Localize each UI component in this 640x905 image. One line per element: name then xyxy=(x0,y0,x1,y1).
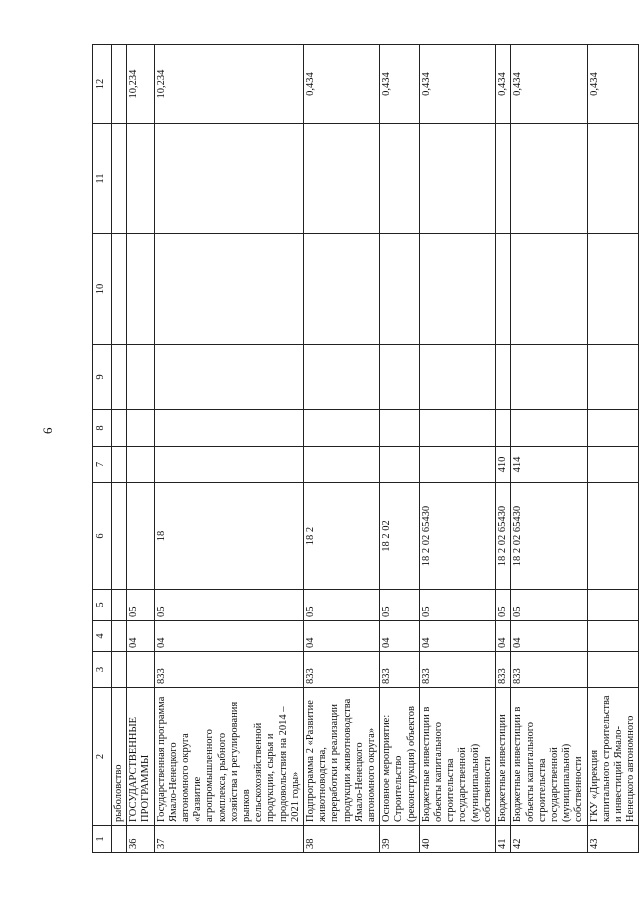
cell-col9 xyxy=(587,345,639,410)
cell-col10 xyxy=(380,234,420,345)
header-row xyxy=(93,45,112,853)
cell-col3: 833 xyxy=(419,652,495,688)
cell-col7 xyxy=(419,447,495,483)
cell-col6: 18 2 02 65430 xyxy=(419,483,495,590)
cell-col4: 04 xyxy=(304,621,380,652)
cell-col4: 04 xyxy=(127,621,154,652)
cell-col12: 0,434 xyxy=(587,45,639,124)
cell-col6 xyxy=(112,483,127,590)
cell-col7 xyxy=(587,447,639,483)
cell-col6: 18 2 02 65430 xyxy=(496,483,511,590)
col-header-9: 9 xyxy=(93,345,112,410)
cell-col9 xyxy=(154,345,303,410)
cell-col9 xyxy=(112,345,127,410)
cell-num: 40 xyxy=(419,826,495,853)
cell-col11 xyxy=(419,124,495,234)
cell-col3: 833 xyxy=(511,652,587,688)
cell-col9 xyxy=(304,345,380,410)
cell-col9 xyxy=(419,345,495,410)
cell-col4: 04 xyxy=(511,621,587,652)
cell-col9 xyxy=(380,345,420,410)
cell-col8 xyxy=(587,410,639,447)
cell-col12: 0,434 xyxy=(496,45,511,124)
table-row xyxy=(304,45,380,853)
table-row xyxy=(154,45,303,853)
cell-col9 xyxy=(127,345,154,410)
cell-name: Подпрограмма 2 «Развитие животноводства, переработки и реализации продукции животноводства Ямало-Ненецкого автономного округа» xyxy=(304,688,380,826)
cell-col3: 833 xyxy=(304,652,380,688)
cell-col12: 10,234 xyxy=(127,45,154,124)
cell-name: Основное мероприятие: Строительство (реконструкция) объектов xyxy=(380,688,420,826)
cell-num: 37 xyxy=(154,826,303,853)
col-header-1: 1 xyxy=(93,826,112,853)
rotated-page xyxy=(92,45,637,853)
cell-num: 39 xyxy=(380,826,420,853)
cell-col10 xyxy=(419,234,495,345)
col-header-2: 2 xyxy=(93,688,112,826)
col-header-6: 6 xyxy=(93,483,112,590)
cell-col10 xyxy=(587,234,639,345)
cell-col12: 0,434 xyxy=(304,45,380,124)
col-header-7: 7 xyxy=(93,447,112,483)
cell-col11 xyxy=(511,124,587,234)
table-row xyxy=(112,45,127,853)
cell-col4: 04 xyxy=(380,621,420,652)
cell-col7: 410 xyxy=(496,447,511,483)
cell-col11 xyxy=(304,124,380,234)
cell-col3: 833 xyxy=(380,652,420,688)
cell-num: 36 xyxy=(127,826,154,853)
cell-col4: 04 xyxy=(496,621,511,652)
cell-col5: 05 xyxy=(304,590,380,621)
cell-col5 xyxy=(587,590,639,621)
cell-col5: 05 xyxy=(154,590,303,621)
cell-col5: 05 xyxy=(380,590,420,621)
cell-col8 xyxy=(511,410,587,447)
cell-col8 xyxy=(304,410,380,447)
table-row xyxy=(127,45,154,853)
cell-col10 xyxy=(496,234,511,345)
cell-num xyxy=(112,826,127,853)
cell-col6: 18 2 xyxy=(304,483,380,590)
cell-col6: 18 2 02 65430 xyxy=(511,483,587,590)
cell-col7 xyxy=(154,447,303,483)
cell-name: Бюджетные инвестиции в объекты капитального строительства государственной (муниципальной) собственности xyxy=(419,688,495,826)
cell-num: 41 xyxy=(496,826,511,853)
col-header-4: 4 xyxy=(93,621,112,652)
cell-name: Бюджетные инвестиции xyxy=(496,688,511,826)
cell-col5 xyxy=(112,590,127,621)
cell-col10 xyxy=(127,234,154,345)
cell-col5: 05 xyxy=(419,590,495,621)
cell-col8 xyxy=(127,410,154,447)
table-row xyxy=(419,45,495,853)
budget-table xyxy=(92,44,639,853)
cell-col7 xyxy=(112,447,127,483)
cell-num: 43 xyxy=(587,826,639,853)
cell-col7: 414 xyxy=(511,447,587,483)
cell-col10 xyxy=(511,234,587,345)
col-header-8: 8 xyxy=(93,410,112,447)
table-row xyxy=(511,45,587,853)
cell-col5: 05 xyxy=(496,590,511,621)
cell-col12: 0,434 xyxy=(511,45,587,124)
cell-col9 xyxy=(496,345,511,410)
cell-col5: 05 xyxy=(511,590,587,621)
table-row xyxy=(380,45,420,853)
cell-col8 xyxy=(112,410,127,447)
cell-name: ГКУ «Дирекция капитального строительства и инвестиций Ямало-Ненецкого автономного xyxy=(587,688,639,826)
cell-col11 xyxy=(154,124,303,234)
page-number: 6 xyxy=(40,427,55,434)
cell-col7 xyxy=(304,447,380,483)
cell-col4 xyxy=(112,621,127,652)
cell-col9 xyxy=(511,345,587,410)
col-header-5: 5 xyxy=(93,590,112,621)
cell-col8 xyxy=(419,410,495,447)
cell-col12: 0,434 xyxy=(380,45,420,124)
cell-name: Бюджетные инвестиции в объекты капитального строительства государственной (муниципальной) собственности xyxy=(511,688,587,826)
cell-name: рыболовство xyxy=(112,688,127,826)
cell-col8 xyxy=(496,410,511,447)
cell-col3: 833 xyxy=(496,652,511,688)
cell-col4: 04 xyxy=(419,621,495,652)
cell-col11 xyxy=(587,124,639,234)
table-row xyxy=(587,45,639,853)
cell-col7 xyxy=(380,447,420,483)
cell-col3 xyxy=(587,652,639,688)
cell-name: Государственная программа Ямало-Ненецкого автономного округа «Развитие агропромышленного комплекса, рыбного хозяйства и регулирования рынков сельскохозяйственной продукции, сырья и продовольствия на 2014 – 2021 годы» xyxy=(154,688,303,826)
col-header-3: 3 xyxy=(93,652,112,688)
cell-col6: 18 2 02 xyxy=(380,483,420,590)
table-row xyxy=(496,45,511,853)
cell-col11 xyxy=(380,124,420,234)
cell-col8 xyxy=(380,410,420,447)
cell-col11 xyxy=(496,124,511,234)
cell-col3 xyxy=(112,652,127,688)
cell-col3 xyxy=(127,652,154,688)
cell-col11 xyxy=(112,124,127,234)
cell-col11 xyxy=(127,124,154,234)
cell-col12 xyxy=(112,45,127,124)
cell-col10 xyxy=(154,234,303,345)
cell-col6 xyxy=(127,483,154,590)
cell-col10 xyxy=(304,234,380,345)
cell-name: ГОСУДАРСТВЕННЫЕ ПРОГРАММЫ xyxy=(127,688,154,826)
col-header-11: 11 xyxy=(93,124,112,234)
cell-num: 42 xyxy=(511,826,587,853)
cell-num: 38 xyxy=(304,826,380,853)
cell-col12: 10,234 xyxy=(154,45,303,124)
cell-col3: 833 xyxy=(154,652,303,688)
cell-col10 xyxy=(112,234,127,345)
cell-col7 xyxy=(127,447,154,483)
cell-col6: 18 xyxy=(154,483,303,590)
cell-col4: 04 xyxy=(154,621,303,652)
cell-col12: 0,434 xyxy=(419,45,495,124)
cell-col8 xyxy=(154,410,303,447)
cell-col6 xyxy=(587,483,639,590)
col-header-12: 12 xyxy=(93,45,112,124)
cell-col4 xyxy=(587,621,639,652)
cell-col5: 05 xyxy=(127,590,154,621)
col-header-10: 10 xyxy=(93,234,112,345)
